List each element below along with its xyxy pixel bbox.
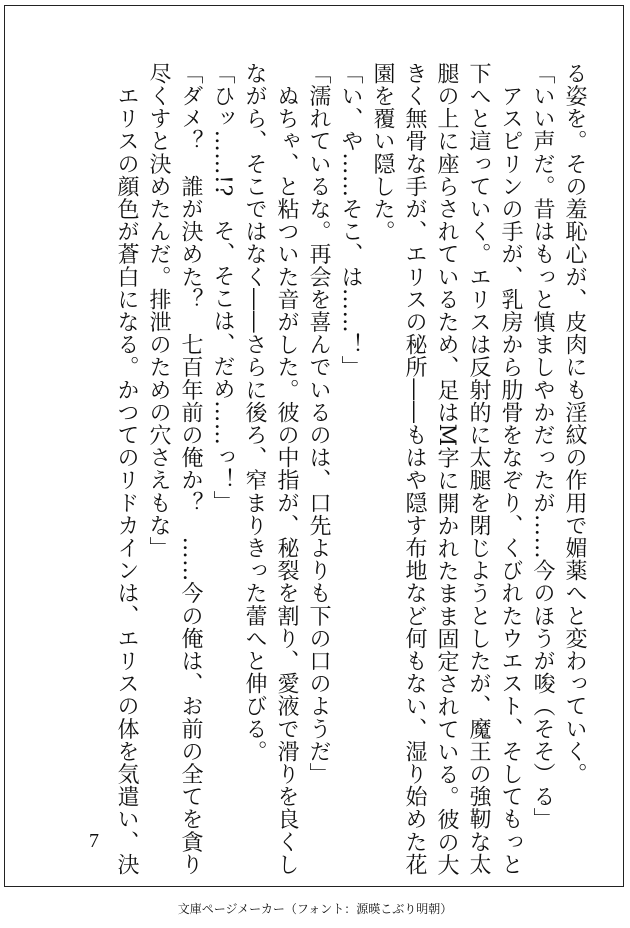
text-line: 「濡れているな。再会を喜んでいるのは、口先よりも下の口のようだ」: [306, 62, 331, 786]
text-line: 園を覆い隠した。: [370, 62, 395, 243]
text-line: 「い、や……そこ、は……！」: [338, 62, 363, 379]
text-line: 「ひッ……!? そ、そこは、だめ……っ！」: [210, 62, 235, 514]
text-line: 腿の上に座らされているため、足はM字に開かれたまま固定されている。彼の大: [434, 62, 459, 877]
text-line: エリスの顔色が蒼白になる。かつてのリドカインは、エリスの体を気遣い、決: [114, 62, 139, 876]
footer-caption: 文庫ページメーカー（フォント：源暎こぶり明朝）: [177, 902, 453, 916]
text-line: 下へと這っていく。エリスは反射的に太腿を閉じようとしたが、魔王の強靭な太: [466, 62, 491, 876]
book-page: [4, 5, 624, 887]
text-line: 「いい声だ。昔はもっと慎ましやかだったが……今のほうが唆（そそ）る」: [530, 62, 555, 831]
text-line: ながら、そこではなく――さらに後ろ、窄まりきった蕾へと伸びる。: [242, 62, 267, 763]
text-line: ぬちゃ、と粘ついた音がした。彼の中指が、秘裂を割り、愛液で滑りを良くし: [274, 62, 299, 876]
page-number: 7: [89, 830, 99, 852]
text-line: 「ダメ？ 誰が決めた？ 七百年前の俺か？ ……今の俺は、お前の全てを貪り: [178, 62, 203, 876]
text-line: 尽くすと決めたんだ。排泄のための穴さえもな」: [146, 62, 171, 560]
text-line: アスピリンの手が、乳房から肋骨をなぞり、くびれたウエスト、そしてもっと: [498, 62, 523, 876]
text-line: きく無骨な手が、エリスの秘所――もはや隠す布地など何もない、湿り始めた花: [402, 62, 427, 876]
body-text: [110, 62, 590, 877]
text-line: る姿を。その羞恥心が、皮肉にも淫紋の作用で媚薬へと変わっていく。: [562, 62, 587, 786]
